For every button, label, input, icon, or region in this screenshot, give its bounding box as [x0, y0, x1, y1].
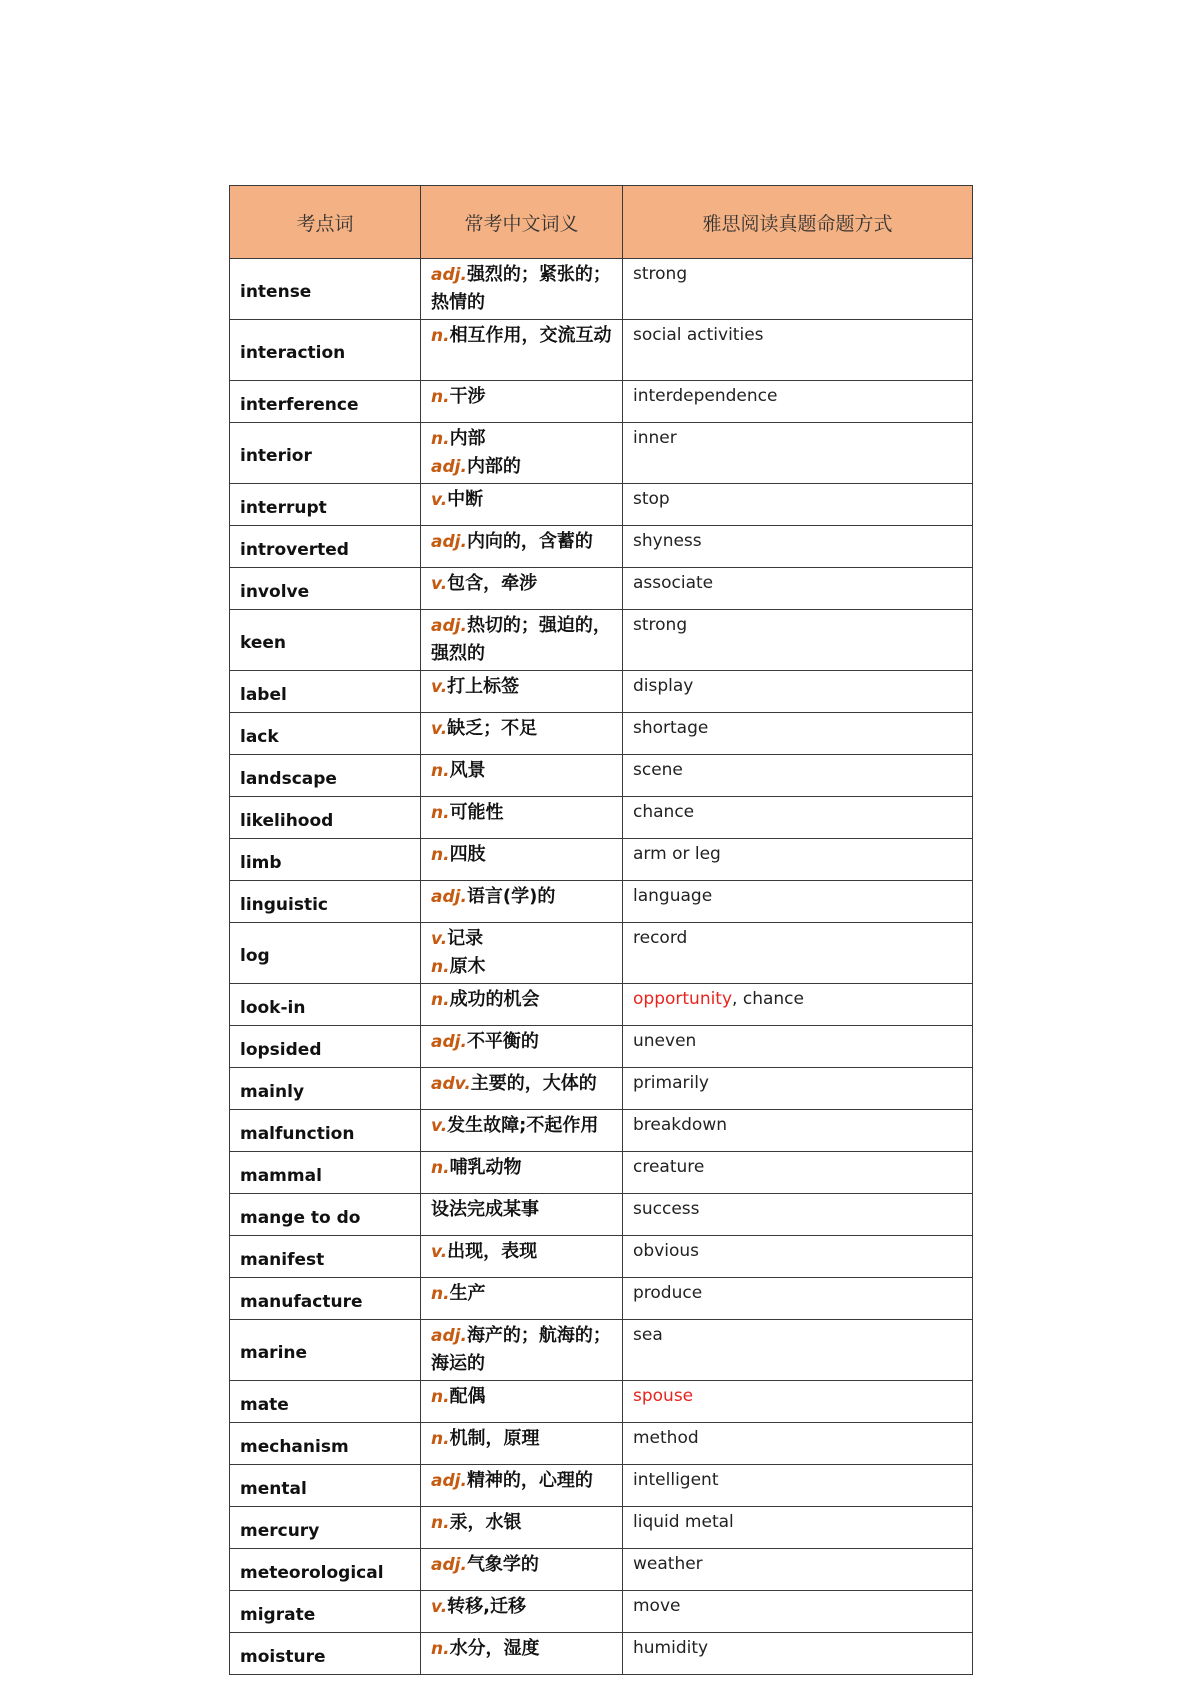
definition	[431, 1028, 612, 1056]
meaning-cell	[421, 1278, 623, 1320]
table-row	[230, 381, 973, 423]
meaning-cell	[421, 1633, 623, 1675]
usage-text: , chance	[732, 989, 804, 1009]
definition-text: 四肢	[449, 844, 486, 865]
usage-cell	[623, 671, 973, 713]
keyword-cell: label	[230, 671, 421, 713]
part-of-speech: v.	[431, 677, 448, 697]
usage-cell	[623, 755, 973, 797]
keyword-cell: moisture	[230, 1633, 421, 1675]
definition-text: 干涉	[449, 386, 486, 407]
usage-cell	[623, 259, 973, 320]
definition	[431, 1196, 612, 1224]
definition-text: 海产的；航海的；海运的	[431, 1325, 611, 1374]
definition-text: 强烈的；紧张的；热情的	[431, 264, 611, 313]
definition	[431, 883, 612, 911]
table-row	[230, 984, 973, 1026]
keyword-cell: lack	[230, 713, 421, 755]
usage-cell	[623, 484, 973, 526]
table-row	[230, 881, 973, 923]
definition	[431, 1425, 612, 1453]
table-row	[230, 797, 973, 839]
definition-text: 机制，原理	[449, 1428, 540, 1449]
part-of-speech: adj.	[431, 1555, 467, 1575]
table-row	[230, 1507, 973, 1549]
keyword-cell: involve	[230, 568, 421, 610]
usage-text: chance	[633, 802, 695, 822]
keyword-cell: look-in	[230, 984, 421, 1026]
part-of-speech: n.	[431, 1513, 450, 1533]
meaning-cell	[421, 1026, 623, 1068]
usage-text: stop	[633, 489, 670, 509]
meaning-cell	[421, 423, 623, 484]
definition	[431, 425, 612, 453]
meaning-cell	[421, 1591, 623, 1633]
table-row	[230, 713, 973, 755]
definition	[431, 1593, 612, 1621]
keyword-cell: manifest	[230, 1236, 421, 1278]
keyword-cell: marine	[230, 1320, 421, 1381]
keyword-cell: meteorological	[230, 1549, 421, 1591]
meaning-cell	[421, 568, 623, 610]
table-row	[230, 610, 973, 671]
definition	[431, 383, 612, 411]
usage-text: creature	[633, 1157, 705, 1177]
part-of-speech: v.	[431, 719, 448, 739]
usage-text: interdependence	[633, 386, 778, 406]
usage-text: move	[633, 1596, 681, 1616]
table-row	[230, 1026, 973, 1068]
usage-cell	[623, 1633, 973, 1675]
definition-text: 转移,迁移	[447, 1596, 526, 1617]
definition-text: 气象学的	[466, 1554, 539, 1575]
definition	[431, 486, 612, 514]
usage-text: shyness	[633, 531, 702, 551]
table-row	[230, 1465, 973, 1507]
part-of-speech: n.	[431, 429, 450, 449]
part-of-speech: n.	[431, 1284, 450, 1304]
meaning-cell	[421, 755, 623, 797]
header-row	[230, 186, 973, 259]
part-of-speech: n.	[431, 990, 450, 1010]
keyword-cell: mainly	[230, 1068, 421, 1110]
definition-text: 成功的机会	[449, 989, 540, 1010]
meaning-cell	[421, 797, 623, 839]
table-row	[230, 259, 973, 320]
usage-cell	[623, 1591, 973, 1633]
definition	[431, 673, 612, 701]
keyword-cell: log	[230, 923, 421, 984]
usage-text: associate	[633, 573, 714, 593]
part-of-speech: v.	[431, 490, 448, 510]
usage-text: strong	[633, 615, 688, 635]
usage-cell	[623, 1507, 973, 1549]
meaning-cell	[421, 923, 623, 984]
meaning-cell	[421, 1320, 623, 1381]
definition	[431, 986, 612, 1014]
keyword-cell: malfunction	[230, 1110, 421, 1152]
usage-cell	[623, 1110, 973, 1152]
definition-text: 出现，表现	[447, 1241, 538, 1262]
table-row	[230, 423, 973, 484]
definition-text: 设法完成某事	[431, 1199, 539, 1220]
meaning-cell	[421, 1068, 623, 1110]
part-of-speech: n.	[431, 1429, 450, 1449]
part-of-speech: n.	[431, 387, 450, 407]
usage-text: produce	[633, 1283, 703, 1303]
usage-cell	[623, 1026, 973, 1068]
part-of-speech: n.	[431, 1639, 450, 1659]
definition-text: 主要的，大体的	[470, 1073, 597, 1094]
usage-text: breakdown	[633, 1115, 727, 1135]
keyword-cell: limb	[230, 839, 421, 881]
definition-text: 记录	[447, 928, 484, 949]
definition-text: 相互作用，交流互动	[449, 325, 612, 346]
usage-text: intelligent	[633, 1470, 719, 1490]
meaning-cell	[421, 1507, 623, 1549]
meaning-cell	[421, 881, 623, 923]
meaning-cell	[421, 484, 623, 526]
keyword-cell: interrupt	[230, 484, 421, 526]
definition	[431, 953, 612, 981]
meaning-cell	[421, 1381, 623, 1423]
usage-cell	[623, 423, 973, 484]
highlighted-usage: opportunity	[633, 989, 733, 1009]
usage-cell	[623, 381, 973, 423]
definition-text: 风景	[449, 760, 486, 781]
definition-text: 配偶	[449, 1386, 486, 1407]
keyword-cell: linguistic	[230, 881, 421, 923]
usage-cell	[623, 1549, 973, 1591]
part-of-speech: adj.	[431, 1032, 467, 1052]
definition-text: 发生故障;不起作用	[447, 1115, 599, 1136]
usage-cell	[623, 1423, 973, 1465]
definition	[431, 757, 612, 785]
definition	[431, 322, 612, 350]
usage-text: method	[633, 1428, 699, 1448]
usage-cell	[623, 320, 973, 381]
keyword-cell: keen	[230, 610, 421, 671]
definition-text: 哺乳动物	[449, 1157, 522, 1178]
usage-text: scene	[633, 760, 683, 780]
usage-text: display	[633, 676, 694, 696]
table-row	[230, 1591, 973, 1633]
definition-text: 内向的，含蓄的	[466, 531, 593, 552]
part-of-speech: adj.	[431, 887, 467, 907]
vocabulary-table	[229, 185, 973, 1675]
usage-text: primarily	[633, 1073, 709, 1093]
usage-text: language	[633, 886, 713, 906]
definition	[431, 570, 612, 598]
keyword-cell: lopsided	[230, 1026, 421, 1068]
part-of-speech: adj.	[431, 457, 467, 477]
meaning-cell	[421, 610, 623, 671]
table-row	[230, 1110, 973, 1152]
definition-text: 不平衡的	[466, 1031, 539, 1052]
meaning-cell	[421, 259, 623, 320]
usage-text: arm or leg	[633, 844, 721, 864]
table-row	[230, 568, 973, 610]
definition-text: 内部	[449, 428, 486, 449]
usage-text: record	[633, 928, 688, 948]
usage-cell	[623, 1236, 973, 1278]
table-row	[230, 671, 973, 713]
definition-text: 打上标签	[447, 676, 520, 697]
definition	[431, 1509, 612, 1537]
table-row	[230, 320, 973, 381]
definition-text: 汞，水银	[449, 1512, 522, 1533]
usage-cell	[623, 526, 973, 568]
usage-text: strong	[633, 264, 688, 284]
usage-text: humidity	[633, 1638, 709, 1658]
table-row	[230, 755, 973, 797]
definition-text: 内部的	[466, 456, 521, 477]
keyword-cell: mechanism	[230, 1423, 421, 1465]
definition-text: 水分，湿度	[449, 1638, 540, 1659]
part-of-speech: n.	[431, 845, 450, 865]
keyword-cell: interior	[230, 423, 421, 484]
table-row	[230, 923, 973, 984]
definition	[431, 841, 612, 869]
usage-text: success	[633, 1199, 700, 1219]
definition	[431, 1467, 612, 1495]
keyword-cell: interference	[230, 381, 421, 423]
definition	[431, 925, 612, 953]
meaning-cell	[421, 713, 623, 755]
part-of-speech: n.	[431, 957, 450, 977]
table-row	[230, 1381, 973, 1423]
definition-text: 热切的；强迫的，强烈的	[431, 615, 611, 664]
table-row	[230, 1278, 973, 1320]
usage-cell	[623, 713, 973, 755]
definition-text: 语言(学)的	[466, 886, 556, 907]
table-body	[230, 259, 973, 1675]
keyword-cell: likelihood	[230, 797, 421, 839]
meaning-cell	[421, 1152, 623, 1194]
definition	[431, 1154, 612, 1182]
definition	[431, 715, 612, 743]
meaning-cell	[421, 1465, 623, 1507]
usage-cell	[623, 1381, 973, 1423]
usage-cell	[623, 881, 973, 923]
usage-text: inner	[633, 428, 677, 448]
part-of-speech: adj.	[431, 265, 467, 285]
definition-text: 缺乏；不足	[447, 718, 538, 739]
definition	[431, 1280, 612, 1308]
definition	[431, 799, 612, 827]
definition	[431, 1383, 612, 1411]
meaning-cell	[421, 671, 623, 713]
part-of-speech: adj.	[431, 532, 467, 552]
part-of-speech: adj.	[431, 1471, 467, 1491]
keyword-cell: landscape	[230, 755, 421, 797]
usage-cell	[623, 839, 973, 881]
usage-text: sea	[633, 1325, 663, 1345]
definition	[431, 453, 612, 481]
usage-text: shortage	[633, 718, 709, 738]
part-of-speech: n.	[431, 1387, 450, 1407]
table-row	[230, 1423, 973, 1465]
usage-text: weather	[633, 1554, 703, 1574]
table-row	[230, 1068, 973, 1110]
definition	[431, 1238, 612, 1266]
table-row	[230, 839, 973, 881]
usage-cell	[623, 984, 973, 1026]
part-of-speech: v.	[431, 1597, 448, 1617]
usage-cell	[623, 1194, 973, 1236]
usage-cell	[623, 797, 973, 839]
usage-cell	[623, 1152, 973, 1194]
usage-cell	[623, 568, 973, 610]
definition	[431, 528, 612, 556]
usage-text: uneven	[633, 1031, 697, 1051]
definition-text: 原木	[449, 956, 486, 977]
header-chinese-meaning: 常考中文词义	[421, 186, 623, 259]
meaning-cell	[421, 1110, 623, 1152]
keyword-cell: mercury	[230, 1507, 421, 1549]
definition-text: 可能性	[449, 802, 504, 823]
keyword-cell: mental	[230, 1465, 421, 1507]
keyword-cell: mange to do	[230, 1194, 421, 1236]
definition-text: 中断	[447, 489, 484, 510]
usage-text: obvious	[633, 1241, 700, 1261]
usage-cell	[623, 1278, 973, 1320]
header-keyword: 考点词	[230, 186, 421, 259]
part-of-speech: v.	[431, 1242, 448, 1262]
keyword-cell: mammal	[230, 1152, 421, 1194]
table-row	[230, 1152, 973, 1194]
meaning-cell	[421, 1236, 623, 1278]
meaning-cell	[421, 1549, 623, 1591]
definition-text: 生产	[449, 1283, 486, 1304]
table-row	[230, 484, 973, 526]
meaning-cell	[421, 1423, 623, 1465]
part-of-speech: v.	[431, 574, 448, 594]
usage-text: liquid metal	[633, 1512, 734, 1532]
part-of-speech: adj.	[431, 1326, 467, 1346]
keyword-cell: intense	[230, 259, 421, 320]
meaning-cell	[421, 526, 623, 568]
keyword-cell: mate	[230, 1381, 421, 1423]
usage-cell	[623, 1320, 973, 1381]
table-row	[230, 1633, 973, 1675]
meaning-cell	[421, 1194, 623, 1236]
table-row	[230, 1194, 973, 1236]
meaning-cell	[421, 839, 623, 881]
part-of-speech: n.	[431, 1158, 450, 1178]
table-header	[230, 186, 973, 259]
highlighted-usage: spouse	[633, 1386, 694, 1406]
keyword-cell: introverted	[230, 526, 421, 568]
keyword-cell: migrate	[230, 1591, 421, 1633]
usage-text: social activities	[633, 325, 764, 345]
part-of-speech: v.	[431, 929, 448, 949]
definition	[431, 612, 612, 667]
usage-cell	[623, 610, 973, 671]
definition	[431, 1070, 612, 1098]
part-of-speech: adv.	[431, 1074, 471, 1094]
part-of-speech: n.	[431, 803, 450, 823]
usage-cell	[623, 923, 973, 984]
table-row	[230, 1549, 973, 1591]
part-of-speech: v.	[431, 1116, 448, 1136]
table-row	[230, 526, 973, 568]
definition	[431, 1551, 612, 1579]
header-ielts-usage: 雅思阅读真题命题方式	[623, 186, 973, 259]
definition	[431, 1635, 612, 1663]
meaning-cell	[421, 320, 623, 381]
definition-text: 精神的，心理的	[466, 1470, 593, 1491]
part-of-speech: n.	[431, 326, 450, 346]
definition	[431, 1322, 612, 1377]
definition-text: 包含，牵涉	[447, 573, 538, 594]
table-row	[230, 1320, 973, 1381]
keyword-cell: manufacture	[230, 1278, 421, 1320]
part-of-speech: adj.	[431, 616, 467, 636]
meaning-cell	[421, 984, 623, 1026]
usage-cell	[623, 1465, 973, 1507]
part-of-speech: n.	[431, 761, 450, 781]
table-row	[230, 1236, 973, 1278]
meaning-cell	[421, 381, 623, 423]
keyword-cell: interaction	[230, 320, 421, 381]
usage-cell	[623, 1068, 973, 1110]
definition	[431, 261, 612, 316]
definition	[431, 1112, 612, 1140]
